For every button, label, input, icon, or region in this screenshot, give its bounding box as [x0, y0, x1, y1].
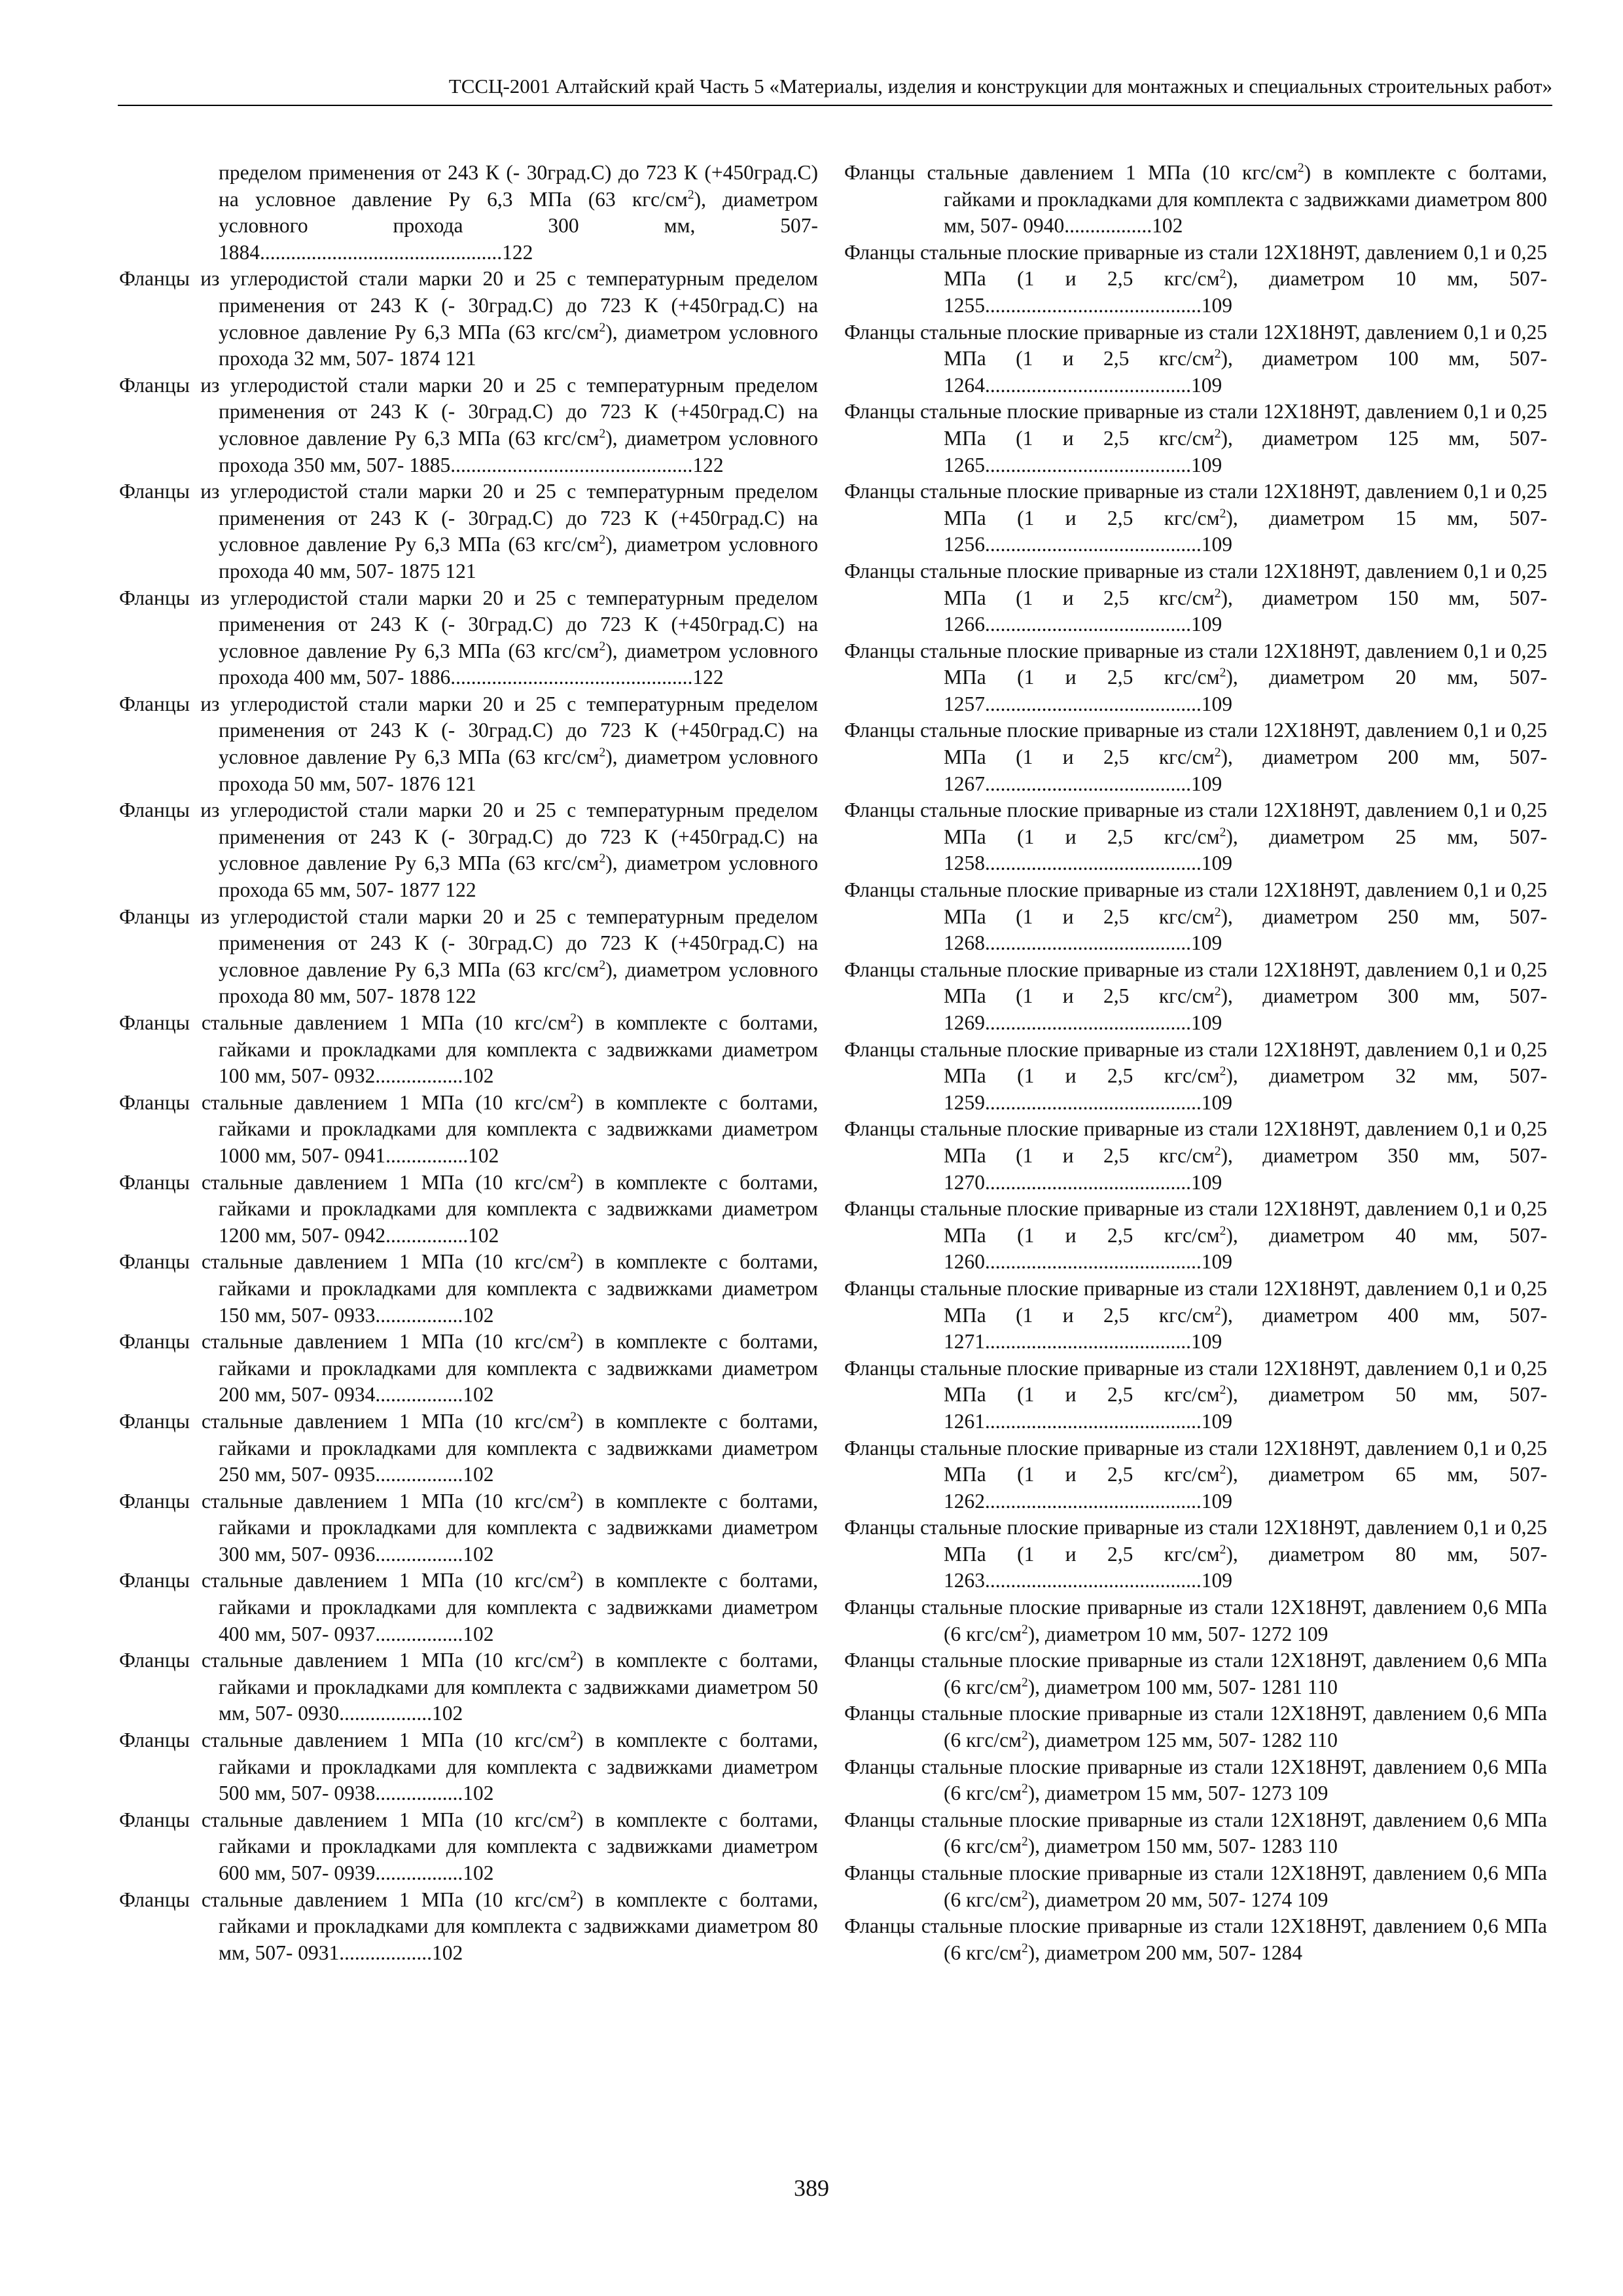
entry-text-cont: ), диаметром 150 мм, 507- 1266	[944, 586, 1547, 636]
entry-text: Фланцы стальные плоские приварные из стали 12Х18Н9Т, давлением 0,1 и 0,25 МПа (1 и 2,5 кгс/см	[844, 1516, 1547, 1566]
superscript: 2	[1219, 507, 1226, 521]
leader-dots: ...............................................	[450, 453, 693, 476]
entry-text-cont: ) в комплекте с болтами, гайками и прокладками для комплекта с задвижками диаметром 400 мм, 507- 0937	[219, 1569, 818, 1645]
entry-text-cont: ), диаметром 200 мм, 507- 1267	[944, 745, 1547, 795]
page-ref: 109	[1191, 931, 1222, 955]
superscript: 2	[1214, 427, 1221, 441]
superscript: 2	[570, 1410, 577, 1424]
entry-text: Фланцы стальные плоские приварные из стали 12Х18Н9Т, давлением 0,1 и 0,25 МПа (1 и 2,5 кгс/см	[844, 958, 1547, 1008]
index-entry	[119, 372, 818, 478]
index-column-right	[844, 160, 1547, 1966]
index-entry	[844, 1754, 1547, 1807]
leader-dots: ..........................................	[985, 1250, 1202, 1274]
superscript: 2	[1022, 1888, 1028, 1903]
index-entry	[844, 1355, 1547, 1435]
entry-text: Фланцы стальные давлением 1 МПа (10 кгс/см	[119, 1489, 571, 1513]
entry-text: Фланцы стальные плоские приварные из стали 12Х18Н9Т, давлением 0,1 и 0,25 МПа (1 и 2,5 кгс/см	[844, 798, 1547, 848]
superscript: 2	[1022, 1941, 1028, 1956]
index-entry	[119, 1249, 818, 1329]
index-entry	[844, 1435, 1547, 1515]
entry-text: Фланцы из углеродистой стали марки 20 и 25 с температурным пределом применения от 243 К (- 30град.С) до 723 К (+450град.С) на условное давление Ру 6,3 МПа (63 кгс/см	[119, 586, 818, 662]
leader-dots: ..........................................	[985, 293, 1202, 317]
page-ref: 121	[445, 347, 476, 370]
entry-text: Фланцы стальные плоские приварные из стали 12Х18Н9Т, давлением 0,6 МПа (6 кгс/см	[844, 1649, 1547, 1698]
page-ref: 109	[1297, 1782, 1329, 1805]
superscript: 2	[1022, 1676, 1028, 1690]
superscript: 2	[599, 427, 606, 441]
index-entry	[119, 1010, 818, 1090]
superscript: 2	[1219, 1383, 1226, 1397]
index-entry	[119, 478, 818, 584]
leader-dots: ........................................	[985, 1011, 1191, 1034]
entry-text: Фланцы стальные плоские приварные из стали 12Х18Н9Т, давлением 0,6 МПа (6 кгс/см	[844, 1861, 1547, 1911]
index-entry	[844, 877, 1547, 957]
index-entry	[119, 691, 818, 797]
entry-text: Фланцы стальные плоские приварные из стали 12Х18Н9Т, давлением 0,1 и 0,25 МПа (1 и 2,5 кгс/см	[844, 878, 1547, 928]
index-entry	[119, 1727, 818, 1807]
entry-text-cont: ) в комплекте с болтами, гайками и прокладками для комплекта с задвижками диаметром 100 мм, 507- 0932	[219, 1011, 818, 1088]
superscript: 2	[1219, 825, 1226, 840]
page-ref: 109	[1191, 613, 1222, 636]
superscript: 2	[1022, 1623, 1028, 1637]
entry-text: Фланцы стальные давлением 1 МПа (10 кгс/см	[119, 1011, 571, 1034]
page-ref: 122	[502, 240, 533, 264]
superscript: 2	[599, 533, 606, 547]
superscript: 2	[687, 188, 694, 202]
entry-text-cont: ), диаметром условного прохода 80 мм, 507- 1878	[219, 958, 818, 1008]
leader-dots: ..................	[339, 1941, 432, 1964]
entry-text-cont: ), диаметром 15 мм, 507- 1256	[944, 506, 1547, 556]
superscript: 2	[1214, 586, 1221, 600]
entry-text: Фланцы стальные плоские приварные из стали 12Х18Н9Т, давлением 0,1 и 0,25 МПа (1 и 2,5 кгс/см	[844, 639, 1547, 689]
leader-dots: ..........................................	[985, 1489, 1202, 1513]
page-ref: 109	[1201, 293, 1232, 317]
superscript: 2	[570, 1729, 577, 1743]
entry-text-cont: ) в комплекте с болтами, гайками и прокладками для комплекта с задвижками диаметром 500 мм, 507- 0938	[219, 1729, 818, 1805]
entry-text: Фланцы стальные давлением 1 МПа (10 кгс/см	[119, 1409, 571, 1433]
entry-text-cont: ), диаметром 100 мм, 507- 1264	[944, 347, 1547, 397]
index-entry	[844, 1700, 1547, 1753]
page-ref: 109	[1201, 1569, 1232, 1592]
leader-dots: ................	[385, 1223, 469, 1247]
superscript: 2	[599, 321, 606, 335]
page-ref: 109	[1201, 1489, 1232, 1513]
leader-dots	[1292, 1623, 1297, 1645]
superscript: 2	[599, 958, 606, 973]
page-ref: 122	[692, 666, 724, 689]
superscript: 2	[1219, 1543, 1226, 1557]
entry-text: Фланцы стальные давлением 1 МПа (10 кгс/см	[119, 1808, 571, 1831]
entry-text-cont: ), диаметром 400 мм, 507- 1271	[944, 1303, 1547, 1354]
index-entry	[119, 266, 818, 372]
page-ref: 122	[445, 878, 476, 902]
page-ref: 110	[1307, 1835, 1338, 1858]
entry-text-cont: ), диаметром 20 мм, 507- 1257	[944, 666, 1547, 715]
entry-text: Фланцы стальные плоские приварные из стали 12Х18Н9Т, давлением 0,1 и 0,25 МПа (1 и 2,5 кгс/см	[844, 320, 1547, 370]
entry-text-cont: ) в комплекте с болтами, гайками и прокладками для комплекта с задвижками диаметром 1000 мм, 507- 0941	[219, 1090, 818, 1167]
entry-text-cont: ), диаметром 300 мм, 507- 1269	[944, 984, 1547, 1034]
entry-text: Фланцы стальные давлением 1 МПа (10 кгс/см	[119, 1569, 571, 1592]
entry-text: Фланцы стальные плоские приварные из стали 12Х18Н9Т, давлением 0,6 МПа (6 кгс/см	[844, 1755, 1547, 1805]
entry-text-cont: ), диаметром 250 мм, 507- 1268	[944, 905, 1547, 955]
entry-text-cont: ), диаметром условного прохода 350 мм, 507- 1885	[219, 426, 818, 476]
index-entry	[844, 240, 1547, 319]
leader-dots: .................	[375, 1383, 463, 1407]
entry-text-cont: ) в комплекте с болтами, гайками и прокладками для комплекта с задвижками диаметром 800 мм, 507- 0940	[944, 161, 1547, 238]
page-number: 389	[794, 2175, 829, 2201]
entry-text: Фланцы стальные давлением 1 МПа (10 кгс/см	[119, 1170, 571, 1194]
superscript: 2	[1219, 666, 1226, 680]
entry-text-cont: ), диаметром 15 мм, 507- 1273	[1027, 1782, 1293, 1805]
leader-dots: .................	[375, 1861, 463, 1884]
entry-text: Фланцы стальные плоские приварные из стали 12Х18Н9Т, давлением 0,6 МПа (6 кгс/см	[844, 1596, 1547, 1645]
page-ref: 102	[463, 1383, 494, 1407]
page-ref: 109	[1201, 1090, 1232, 1114]
index-entry	[119, 1090, 818, 1170]
entry-text-cont: ), диаметром 350 мм, 507- 1270	[944, 1143, 1547, 1194]
leader-dots: .................	[375, 1303, 463, 1327]
entry-text: Фланцы стальные плоские приварные из стали 12Х18Н9Т, давлением 0,1 и 0,25 МПа (1 и 2,5 кгс/см	[844, 559, 1547, 609]
entry-text: Фланцы стальные плоские приварные из стали 12Х18Н9Т, давлением 0,1 и 0,25 МПа (1 и 2,5 кгс/см	[844, 240, 1547, 291]
entry-text-cont: ), диаметром условного прохода 300 мм, 507- 1884	[219, 187, 818, 264]
leader-dots: ..........................................	[985, 852, 1202, 875]
superscript: 2	[570, 1808, 577, 1823]
page-ref: 109	[1201, 1250, 1232, 1274]
entry-text: Фланцы из углеродистой стали марки 20 и 25 с температурным пределом применения от 243 К (- 30град.С) до 723 К (+450град.С) на условное давление Ру 6,3 МПа (63 кгс/см	[119, 905, 818, 981]
superscript: 2	[1214, 905, 1221, 920]
leader-dots: ..........................................	[985, 1090, 1202, 1114]
entry-text-cont: ) в комплекте с болтами, гайками и прокладками для комплекта с задвижками диаметром 150 мм, 507- 0933	[219, 1250, 818, 1327]
index-entry	[844, 1913, 1547, 1966]
index-entry	[844, 558, 1547, 638]
index-entry	[844, 797, 1547, 877]
page-ref: 102	[431, 1702, 463, 1725]
entry-text-cont: ), диаметром условного прохода 400 мм, 507- 1886	[219, 639, 818, 689]
entry-text: Фланцы стальные давлением 1 МПа (10 кгс/см	[844, 161, 1298, 184]
superscript: 2	[1214, 984, 1221, 999]
superscript: 2	[570, 1569, 577, 1583]
entry-text-cont: ), диаметром условного прохода 65 мм, 507- 1877	[219, 852, 818, 902]
page-ref: 102	[1152, 214, 1183, 238]
entry-text: Фланцы стальные плоские приварные из стали 12Х18Н9Т, давлением 0,1 и 0,25 МПа (1 и 2,5 кгс/см	[844, 1276, 1547, 1327]
entry-text-cont: ), диаметром 100 мм, 507- 1281	[1027, 1675, 1303, 1698]
leader-dots: ..........................................	[985, 1569, 1202, 1592]
entry-text-cont: ) в комплекте с болтами, гайками и прокладками для комплекта с задвижками диаметром 600 мм, 507- 0939	[219, 1808, 818, 1884]
superscript: 2	[1022, 1729, 1028, 1743]
entry-text-cont: ), диаметром условного прохода 32 мм, 507- 1874	[219, 320, 818, 370]
entry-text: Фланцы стальные давлением 1 МПа (10 кгс/см	[119, 1888, 571, 1911]
leader-dots: ........................................	[985, 453, 1191, 476]
entry-text: Фланцы стальные плоские приварные из стали 12Х18Н9Т, давлением 0,1 и 0,25 МПа (1 и 2,5 кгс/см	[844, 1117, 1547, 1167]
entry-text-cont: ) в комплекте с болтами, гайками и прокладками для комплекта с задвижками диаметром 300 мм, 507- 0936	[219, 1489, 818, 1566]
page-ref: 110	[1307, 1729, 1338, 1752]
page-ref: 109	[1297, 1888, 1329, 1911]
page-ref: 109	[1191, 1170, 1222, 1194]
entry-text: Фланцы стальные плоские приварные из стали 12Х18Н9Т, давлением 0,1 и 0,25 МПа (1 и 2,5 кгс/см	[844, 1197, 1547, 1247]
entry-text: Фланцы стальные плоские приварные из стали 12Х18Н9Т, давлением 0,1 и 0,25 МПа (1 и 2,5 кгс/см	[844, 719, 1547, 769]
leader-dots: .................	[375, 1782, 463, 1805]
index-entry	[844, 399, 1547, 478]
page-ref: 121	[445, 772, 476, 795]
leader-dots: ........................................	[985, 931, 1191, 955]
entry-text-cont: ), диаметром 25 мм, 507- 1258	[944, 825, 1547, 875]
index-entry	[119, 1807, 818, 1887]
entry-text-cont: ), диаметром 10 мм, 507- 1255	[944, 267, 1547, 317]
entry-text: Фланцы стальные плоские приварные из стали 12Х18Н9Т, давлением 0,6 МПа (6 кгс/см	[844, 1702, 1547, 1752]
index-entry	[119, 1887, 818, 1967]
page-ref: 102	[431, 1941, 463, 1964]
index-entry	[844, 957, 1547, 1037]
entry-text-cont: ), диаметром 65 мм, 507- 1262	[944, 1463, 1547, 1513]
superscript: 2	[570, 1490, 577, 1504]
entry-text-cont: ) в комплекте с болтами, гайками и прокладками для комплекта с задвижками диаметром 80 мм, 507- 0931	[219, 1888, 818, 1964]
entry-text: Фланцы из углеродистой стали марки 20 и 25 с температурным пределом применения от 243 К (- 30град.С) до 723 К (+450град.С) на условное давление Ру 6,3 МПа (63 кгс/см	[119, 373, 818, 450]
superscript: 2	[570, 1091, 577, 1105]
index-entry	[844, 1860, 1547, 1913]
index-entry	[844, 478, 1547, 558]
entry-text-cont: ), диаметром 20 мм, 507- 1274	[1027, 1888, 1293, 1911]
superscript: 2	[599, 745, 606, 760]
superscript: 2	[1022, 1782, 1028, 1796]
entry-text-cont: ), диаметром 50 мм, 507- 1261	[944, 1383, 1547, 1433]
entry-text: Фланцы стальные давлением 1 МПа (10 кгс/см	[119, 1250, 571, 1274]
superscript: 2	[1214, 1144, 1221, 1158]
leader-dots	[1292, 1888, 1297, 1911]
index-entry	[119, 160, 818, 266]
leader-dots	[1302, 1835, 1308, 1857]
leader-dots	[1302, 1676, 1308, 1698]
page-ref: 102	[463, 1463, 494, 1486]
leader-dots: .................	[375, 1622, 463, 1645]
leader-dots	[1302, 1729, 1308, 1751]
leader-dots: ...............................................	[260, 240, 503, 264]
leader-dots: ...............................................	[450, 666, 693, 689]
page-ref: 109	[1191, 453, 1222, 476]
page-ref: 109	[1191, 1330, 1222, 1354]
entry-text-cont: ) в комплекте с болтами, гайками и прокладками для комплекта с задвижками диаметром 1200 мм, 507- 0942	[219, 1170, 818, 1247]
page-ref: 102	[463, 1542, 494, 1566]
page-ref: 102	[468, 1143, 499, 1167]
index-entry	[844, 1515, 1547, 1594]
page-ref: 122	[445, 984, 476, 1008]
entry-text-cont: ), диаметром 80 мм, 507- 1263	[944, 1542, 1547, 1592]
index-entry	[844, 1647, 1547, 1700]
superscript: 2	[1214, 1304, 1221, 1318]
header-rule	[118, 105, 1552, 106]
leader-dots	[1292, 1782, 1297, 1804]
page-ref: 122	[692, 453, 724, 476]
superscript: 2	[570, 1649, 577, 1663]
page-ref: 102	[463, 1622, 494, 1645]
index-entry	[844, 638, 1547, 718]
entry-text: Фланцы стальные плоские приварные из стали 12Х18Н9Т, давлением 0,1 и 0,25 МПа (1 и 2,5 кгс/см	[844, 1037, 1547, 1088]
superscript: 2	[1297, 161, 1304, 175]
index-entry	[844, 160, 1547, 240]
leader-dots: ........................................	[985, 772, 1191, 795]
entry-text: Фланцы стальные плоские приварные из стали 12Х18Н9Т, давлением 0,1 и 0,25 МПа (1 и 2,5 кгс/см	[844, 1356, 1547, 1407]
superscript: 2	[1219, 267, 1226, 281]
entry-text-cont: ), диаметром 150 мм, 507- 1283	[1027, 1835, 1303, 1858]
leader-dots: ........................................	[985, 1170, 1191, 1194]
leader-dots: ..........................................	[985, 1409, 1202, 1433]
entry-text-cont: ), диаметром условного прохода 50 мм, 507- 1876	[219, 745, 818, 795]
entry-text-cont: ), диаметром 10 мм, 507- 1272	[1027, 1622, 1293, 1645]
index-entry	[844, 717, 1547, 797]
index-entry	[119, 1568, 818, 1647]
entry-text-cont: ), диаметром условного прохода 40 мм, 507- 1875	[219, 533, 818, 583]
entry-text-cont: ), диаметром 125 мм, 507- 1282	[1027, 1729, 1303, 1752]
index-entry	[844, 1037, 1547, 1117]
index-entry	[119, 1329, 818, 1408]
entry-text: Фланцы стальные плоские приварные из стали 12Х18Н9Т, давлением 0,6 МПа (6 кгс/см	[844, 1914, 1547, 1964]
superscript: 2	[599, 639, 606, 654]
entry-text-cont: ), диаметром 125 мм, 507- 1265	[944, 426, 1547, 476]
entry-text: Фланцы стальные давлением 1 МПа (10 кгс/см	[119, 1330, 571, 1354]
superscript: 2	[570, 1888, 577, 1903]
superscript: 2	[1214, 745, 1221, 760]
entry-text: Фланцы стальные давлением 1 МПа (10 кгс/см	[119, 1090, 571, 1114]
index-column-left	[119, 160, 818, 1966]
page-ref: 110	[1307, 1675, 1338, 1698]
superscript: 2	[570, 1171, 577, 1185]
leader-dots: ..........................................	[985, 533, 1202, 556]
entry-text: Фланцы стальные плоские приварные из стали 12Х18Н9Т, давлением 0,6 МПа (6 кгс/см	[844, 1808, 1547, 1858]
leader-dots: .................	[375, 1064, 463, 1088]
page-ref: 109	[1191, 772, 1222, 795]
page-ref: 102	[463, 1303, 494, 1327]
entry-text-cont: ), диаметром 40 мм, 507- 1260	[944, 1223, 1547, 1274]
superscript: 2	[599, 852, 606, 866]
leader-dots: .................	[1064, 214, 1152, 238]
leader-dots: ..........................................	[985, 692, 1202, 715]
entry-text: Фланцы стальные давлением 1 МПа (10 кгс/см	[119, 1729, 571, 1752]
index-entry	[844, 1594, 1547, 1647]
index-entry	[119, 585, 818, 691]
leader-dots: ........................................	[985, 1330, 1191, 1354]
index-entry	[119, 904, 818, 1010]
superscript: 2	[1219, 1224, 1226, 1238]
leader-dots: ........................................	[985, 373, 1191, 397]
entry-text-cont: ) в комплекте с болтами, гайками и прокладками для комплекта с задвижками диаметром 50 мм, 507- 0930	[219, 1649, 818, 1725]
index-entry	[119, 1408, 818, 1488]
index-entry	[844, 319, 1547, 399]
entry-text: Фланцы из углеродистой стали марки 20 и 25 с температурным пределом применения от 243 К (- 30град.С) до 723 К (+450град.С) на условное давление Ру 6,3 МПа (63 кгс/см	[119, 267, 818, 344]
entry-text: Фланцы стальные давлением 1 МПа (10 кгс/см	[119, 1649, 571, 1672]
leader-dots: ................	[385, 1143, 469, 1167]
superscript: 2	[1219, 1463, 1226, 1477]
index-entry	[119, 1647, 818, 1727]
page-ref: 109	[1201, 533, 1232, 556]
index-entry	[119, 797, 818, 903]
leader-dots: .................	[375, 1463, 463, 1486]
entry-text-cont: ), диаметром 32 мм, 507- 1259	[944, 1064, 1547, 1114]
superscript: 2	[570, 1330, 577, 1344]
entry-text: Фланцы стальные плоские приварные из стали 12Х18Н9Т, давлением 0,1 и 0,25 МПа (1 и 2,5 кгс/см	[844, 1436, 1547, 1486]
running-header: ТССЦ-2001 Алтайский край Часть 5 «Материалы, изделия и конструкции для монтажных и специальных строительных работ»	[448, 75, 1552, 98]
entry-text-cont: ), диаметром 200 мм, 507- 1284	[1027, 1941, 1303, 1964]
page-ref: 109	[1191, 373, 1222, 397]
superscript: 2	[1219, 1064, 1226, 1079]
page-ref: 109	[1201, 1409, 1232, 1433]
entry-text-cont: ) в комплекте с болтами, гайками и прокладками для комплекта с задвижками диаметром 200 мм, 507- 0934	[219, 1330, 818, 1407]
page-ref: 109	[1201, 852, 1232, 875]
index-entry	[844, 1276, 1547, 1355]
leader-dots: ..................	[339, 1702, 432, 1725]
entry-text: Фланцы из углеродистой стали марки 20 и 25 с температурным пределом применения от 243 К (- 30град.С) до 723 К (+450град.С) на условное давление Ру 6,3 МПа (63 кгс/см	[119, 798, 818, 875]
page-ref: 109	[1191, 1011, 1222, 1034]
index-entry	[119, 1170, 818, 1249]
index-entry	[844, 1807, 1547, 1860]
page-ref: 109	[1201, 692, 1232, 715]
index-entry	[844, 1116, 1547, 1196]
entry-text-cont: ) в комплекте с болтами, гайками и прокладками для комплекта с задвижками диаметром 250 мм, 507- 0935	[219, 1409, 818, 1486]
entry-text: Фланцы из углеродистой стали марки 20 и 25 с температурным пределом применения от 243 К (- 30град.С) до 723 К (+450град.С) на условное давление Ру 6,3 МПа (63 кгс/см	[119, 692, 818, 769]
page-ref: 109	[1297, 1622, 1329, 1645]
page-ref: 102	[463, 1782, 494, 1805]
leader-dots: .................	[375, 1542, 463, 1566]
page-ref: 121	[445, 559, 476, 583]
superscript: 2	[1022, 1835, 1028, 1849]
leader-dots: ........................................	[985, 613, 1191, 636]
entry-text: пределом применения от 243 К (- 30град.С) до 723 К (+450град.С) на условное давление Ру 6,3 МПа (63 кгс/см	[219, 161, 818, 211]
index-entry	[119, 1488, 818, 1568]
page-ref: 102	[463, 1064, 494, 1088]
superscript: 2	[1214, 347, 1221, 361]
superscript: 2	[570, 1011, 577, 1026]
entry-text: Фланцы стальные плоские приварные из стали 12Х18Н9Т, давлением 0,1 и 0,25 МПа (1 и 2,5 кгс/см	[844, 400, 1547, 450]
superscript: 2	[570, 1250, 577, 1265]
page-ref: 102	[463, 1861, 494, 1884]
index-entry	[844, 1196, 1547, 1276]
page-ref: 102	[468, 1223, 499, 1247]
entry-text: Фланцы стальные плоские приварные из стали 12Х18Н9Т, давлением 0,1 и 0,25 МПа (1 и 2,5 кгс/см	[844, 480, 1547, 529]
entry-text: Фланцы из углеродистой стали марки 20 и 25 с температурным пределом применения от 243 К (- 30град.С) до 723 К (+450град.С) на условное давление Ру 6,3 МПа (63 кгс/см	[119, 480, 818, 556]
